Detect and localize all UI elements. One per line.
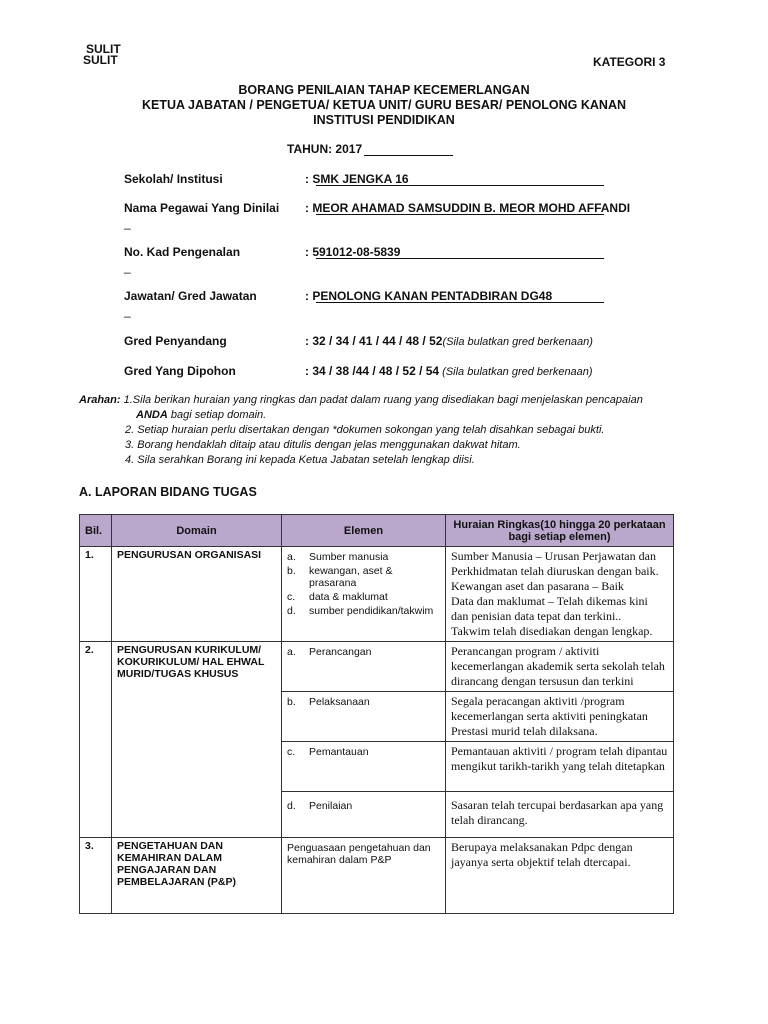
nama-value: : MEOR AHAMAD SAMSUDDIN B. MEOR MOHD AFFANDI <box>305 201 631 215</box>
section-a-heading: A. LAPORAN BIDANG TUGAS <box>79 485 257 499</box>
row1-huraian <box>446 547 674 642</box>
row2-a-letter: a. <box>287 646 296 658</box>
kp-value: : 591012-08-5839 <box>305 245 401 259</box>
gred-penyandang-note: (Sila bulatkan gred berkenaan) <box>442 336 593 348</box>
form-title-line1: BORANG PENILAIAN TAHAP KECEMERLANGAN <box>238 83 530 97</box>
kategori-label: KATEGORI 3 <box>593 55 666 69</box>
row1-huraian-2: Kewangan aset dan pasarana – Baik <box>451 579 624 593</box>
sekolah-underline <box>316 185 604 186</box>
row2-bil: 2. <box>80 642 112 838</box>
jawatan-label: Jawatan/ Gred Jawatan <box>124 289 257 303</box>
gred-dipohon-value <box>305 364 593 378</box>
gred-penyandang-value <box>305 334 593 348</box>
gred-dipohon-label: Gred Yang Dipohon <box>124 364 236 378</box>
row2-elemen-a <box>282 642 446 692</box>
row1-elemen-d: sumber pendidikan/takwim <box>309 605 434 617</box>
form-title-line3: INSTITUSI PENDIDIKAN <box>313 113 455 127</box>
row2-d-letter: d. <box>287 800 296 812</box>
row2-b-label: Pelaksanaan <box>309 696 370 708</box>
row3-huraian: Berupaya melaksanakan Pdpc dengan jayanya serta objektif telah dtercapai. <box>446 838 674 914</box>
gred-penyandang-options: : 32 / 34 / 41 / 44 / 48 / 52 <box>305 334 443 348</box>
row2-a-label: Perancangan <box>309 646 372 658</box>
row1-huraian-3: Data dan maklumat – Telah dikemas kini dan penisian data tepat dan terkini.. <box>451 594 648 623</box>
row1-elemen-c: data & maklumat <box>309 591 388 603</box>
arahan-anda: ANDA <box>136 409 168 421</box>
tahun-underline <box>364 155 453 156</box>
row2-huraian-c: Pemantauan aktiviti / program telah dipantau mengikut tarikh-tarikh yang telah ditetapkan <box>446 742 674 792</box>
col-header-huraian: Huraian Ringkas(10 hingga 20 perkataan bagi setiap elemen) <box>446 515 674 547</box>
arahan-item-4: 4. Sila serahkan Borang ini kepada Ketua Jabatan setelah lengkap diisi. <box>125 454 475 466</box>
table-row <box>80 642 674 692</box>
jawatan-underline <box>316 302 604 303</box>
row2-huraian-d: Sasaran telah tercupai berdasarkan apa yang telah dirancang. <box>446 792 674 838</box>
sulit-top: SULIT <box>86 42 121 56</box>
row1-bil: 1. <box>80 547 112 642</box>
row1-elemen-b: kewangan, aset & prasarana <box>309 565 393 589</box>
row1-elemen-a: Sumber manusia <box>309 551 389 563</box>
row2-elemen-b <box>282 692 446 742</box>
kp-underline <box>316 258 604 259</box>
row1-huraian-4: Takwim telah disediakan dengan lengkap. <box>451 624 653 638</box>
nama-label: Nama Pegawai Yang Dinilai <box>124 201 280 215</box>
sulit-bottom: SULIT <box>83 53 118 67</box>
sekolah-value: : SMK JENGKA 16 <box>305 172 409 186</box>
col-header-bil: Bil. <box>80 515 112 547</box>
row2-d-label: Penilaian <box>309 800 353 812</box>
row2-domain: PENGURUSAN KURIKULUM/ KOKURIKULUM/ HAL EHWAL MURID/TUGAS KHUSUS <box>112 642 282 838</box>
kp-dash: _ <box>124 260 131 274</box>
jawatan-value: : PENOLONG KANAN PENTADBIRAN DG48 <box>305 289 553 303</box>
nama-dash: _ <box>124 216 131 230</box>
arahan-label: Arahan: <box>79 394 121 406</box>
row3-bil: 3. <box>80 838 112 914</box>
table-row <box>80 547 674 642</box>
col-header-elemen: Elemen <box>282 515 446 547</box>
row1-elemen-b-letter: b. <box>287 565 296 577</box>
laporan-table <box>79 514 674 914</box>
table-row <box>80 838 674 914</box>
row2-elemen-c <box>282 742 446 792</box>
gred-penyandang-label: Gred Penyandang <box>124 334 227 348</box>
nama-underline <box>316 214 604 215</box>
row1-elemen <box>282 547 446 642</box>
row2-elemen-d <box>282 792 446 838</box>
arahan-block <box>79 393 679 468</box>
row1-huraian-1: Sumber Manusia – Urusan Perjawatan dan Perkhidmatan telah diuruskan dengan baik. <box>451 549 659 578</box>
row1-elemen-d-letter: d. <box>287 605 296 617</box>
gred-dipohon-note: (Sila bulatkan gred berkenaan) <box>439 366 593 378</box>
kp-label: No. Kad Pengenalan <box>124 245 241 259</box>
row1-elemen-a-letter: a. <box>287 551 296 563</box>
row3-domain: PENGETAHUAN DAN KEMAHIRAN DALAM PENGAJARAN DAN PEMBELAJARAN (P&P) <box>112 838 282 914</box>
sulit-mark <box>83 44 121 66</box>
arahan-item-2: 2. Setiap huraian perlu disertakan dengan *dokumen sokongan yang telah disahkan sebagai bukti. <box>125 424 605 436</box>
row3-elemen: Penguasaan pengetahuan dan kemahiran dalam P&P <box>282 838 446 914</box>
arahan-item-1: 1.Sila berikan huraian yang ringkas dan padat dalam ruang yang disediakan bagi menjelaskan pencapaian <box>123 394 643 406</box>
arahan-item-1-rest: bagi setiap domain. <box>167 409 267 421</box>
row2-c-label: Pemantauan <box>309 746 369 758</box>
row2-huraian-b: Segala peracangan aktiviti /program kecemerlangan serta aktiviti peningkatan Prestasi murid telah dilaksana. <box>446 692 674 742</box>
gred-dipohon-options: : 34 / 38 /44 / 48 / 52 / 54 <box>305 364 440 378</box>
arahan-item-3: 3. Borang hendaklah ditaip atau ditulis dengan jelas menggunakan dakwat hitam. <box>125 439 521 451</box>
row2-c-letter: c. <box>287 746 296 758</box>
row1-domain: PENGURUSAN ORGANISASI <box>112 547 282 642</box>
jawatan-dash: _ <box>124 304 131 318</box>
col-header-domain: Domain <box>112 515 282 547</box>
row2-huraian-a: Perancangan program / aktiviti kecemerlangan akademik serta sekolah telah dirancang dengan tersusun dan terkini <box>446 642 674 692</box>
tahun-label: TAHUN: 2017 <box>287 142 363 156</box>
row2-b-letter: b. <box>287 696 296 708</box>
sekolah-label: Sekolah/ Institusi <box>124 172 223 186</box>
row1-elemen-c-letter: c. <box>287 591 296 603</box>
table-header-row <box>80 515 674 547</box>
form-title-line2: KETUA JABATAN / PENGETUA/ KETUA UNIT/ GURU BESAR/ PENOLONG KANAN <box>141 98 627 112</box>
